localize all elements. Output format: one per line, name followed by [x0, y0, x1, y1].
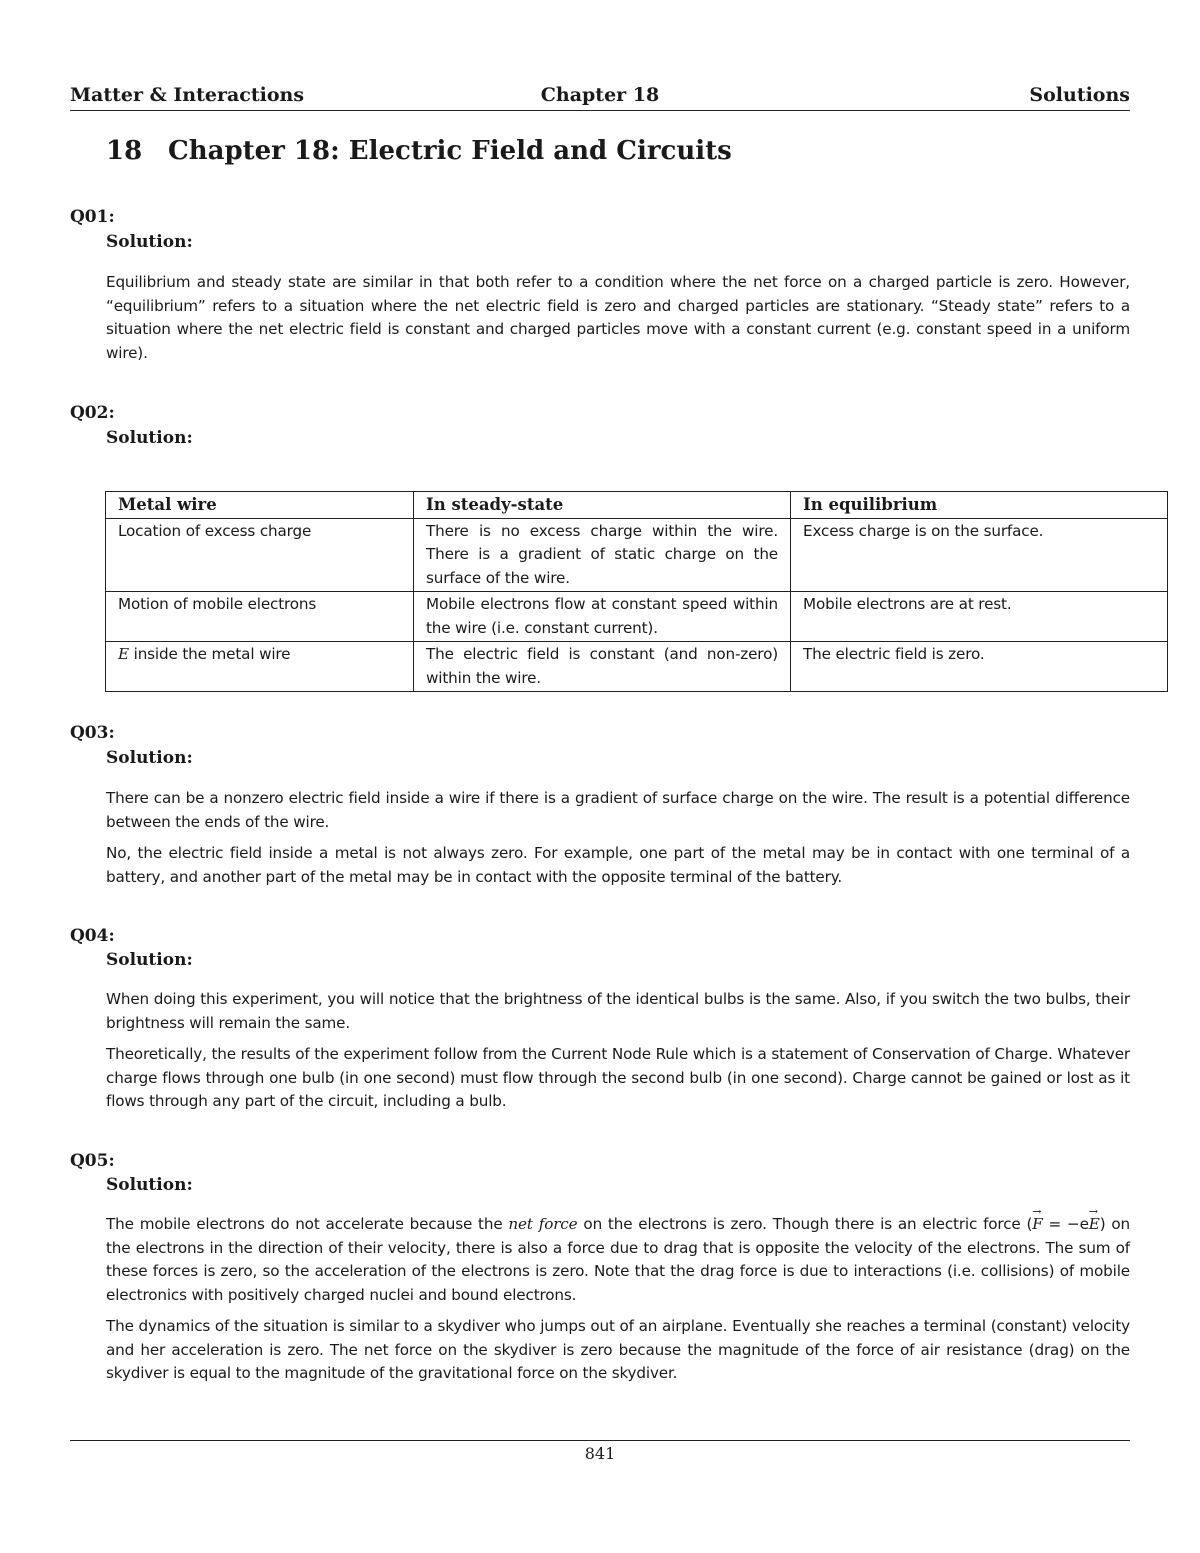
q04-solution-label: Solution: — [106, 950, 193, 970]
chapter-number: 18 — [106, 136, 143, 166]
chapter-heading — [106, 136, 732, 166]
q05-paragraph-1 — [106, 1213, 1130, 1307]
table-cell: Excess charge is on the surface. — [791, 518, 1168, 592]
table-cell-text: inside the metal wire — [133, 645, 291, 663]
q03-paragraph-1: There can be a nonzero electric field inside a wire if there is a gradient of surface charge on the wire. The result is a potential difference between the ends of the wire. — [106, 789, 1130, 831]
header-chapter: Chapter 18 — [540, 84, 660, 106]
q03-solution-label: Solution: — [106, 748, 193, 768]
table-cell: There is no excess charge within the wire. There is a gradient of static charge on the surface of the wire. — [414, 518, 791, 592]
table-header-row — [106, 492, 1168, 519]
q02-label: Q02: — [70, 403, 115, 423]
field-vector-symbol: → E — [1089, 1213, 1100, 1237]
q04-paragraph-2: Theoretically, the results of the experiment follow from the Current Node Rule which is a statement of Conservation of Charge. Whatever charge flows through one bulb (in one second) must flow through the second bulb (in one second). Charge cannot be gained or lost as it flows through any part of the circuit, including a bulb. — [106, 1045, 1130, 1110]
table-cell — [106, 642, 414, 692]
table-header-cell: In equilibrium — [791, 492, 1168, 519]
table-cell: Location of excess charge — [106, 518, 414, 592]
table-cell: Mobile electrons flow at constant speed within the wire (i.e. constant current). — [414, 592, 791, 642]
net-force-emphasis: net force — [508, 1215, 578, 1233]
table-cell: Mobile electrons are at rest. — [791, 592, 1168, 642]
q03-label: Q03: — [70, 723, 115, 743]
q04-label: Q04: — [70, 926, 115, 946]
q01-solution-label: Solution: — [106, 232, 193, 252]
equation-text: = −e — [1042, 1215, 1089, 1233]
page — [70, 0, 1130, 1553]
q05-text: ) on the electrons in the direction of their velocity, there is also a force due to drag that is opposite the velocity of the electrons. The sum of these forces is zero, so the acceleration of the electrons is zero. Note that the drag force is due to interactions (i.e. collisions) of mobile electronics with positively charged nuclei and bound electrons. — [106, 1215, 1131, 1304]
table-row — [106, 642, 1168, 692]
table-header-cell: In steady-state — [414, 492, 791, 519]
force-vector-symbol: → F — [1032, 1213, 1042, 1237]
table-row — [106, 592, 1168, 642]
header-book-title: Matter & Interactions — [70, 84, 305, 106]
table-row — [106, 518, 1168, 592]
table-cell: The electric field is constant (and non-zero) within the wire. — [414, 642, 791, 692]
table-header-cell: Metal wire — [106, 492, 414, 519]
footer-rule — [70, 1440, 1130, 1441]
table-cell: Motion of mobile electrons — [106, 592, 414, 642]
q02-solution-label: Solution: — [106, 428, 193, 448]
q03-paragraph-2: No, the electric field inside a metal is not always zero. For example, one part of the metal may be in contact with one terminal of a battery, and another part of the metal may be in contact with the opposite terminal of the battery. — [106, 844, 1130, 886]
q01-label: Q01: — [70, 207, 115, 227]
header-section: Solutions — [1029, 84, 1130, 106]
q05-label: Q05: — [70, 1151, 115, 1171]
q01-paragraph: Equilibrium and steady state are similar in that both refer to a condition where the net force on a charged particle is zero. However, “equilibrium” refers to a situation where the net electric field is zero and charged particles are stationary. “Steady state” refers to a situation where the net electric field is constant and charged particles move with a constant current (e.g. constant speed in a uniform wire). — [106, 273, 1130, 362]
q05-text: on the electrons is zero. Though there is an electric force ( — [583, 1215, 1033, 1233]
page-number: 841 — [584, 1444, 616, 1463]
chapter-title: Chapter 18: Electric Field and Circuits — [168, 136, 732, 166]
header-rule — [70, 110, 1130, 111]
running-header — [70, 84, 1130, 110]
q02-table — [105, 491, 1168, 692]
table-cell: The electric field is zero. — [791, 642, 1168, 692]
electric-field-symbol: E — [118, 645, 129, 663]
q05-text: The mobile electrons do not accelerate because the — [106, 1215, 503, 1233]
q05-paragraph-2: The dynamics of the situation is similar to a skydiver who jumps out of an airplane. Eventually she reaches a terminal (constant) velocity and her acceleration is zero. The net force on the skydiver is zero because the magnitude of the force of air resistance (drag) on the skydiver is equal to the magnitude of the gravitational force on the skydiver. — [106, 1317, 1130, 1382]
q05-solution-label: Solution: — [106, 1175, 193, 1195]
q04-paragraph-1: When doing this experiment, you will notice that the brightness of the identical bulbs is the same. Also, if you switch the two bulbs, their brightness will remain the same. — [106, 990, 1130, 1032]
